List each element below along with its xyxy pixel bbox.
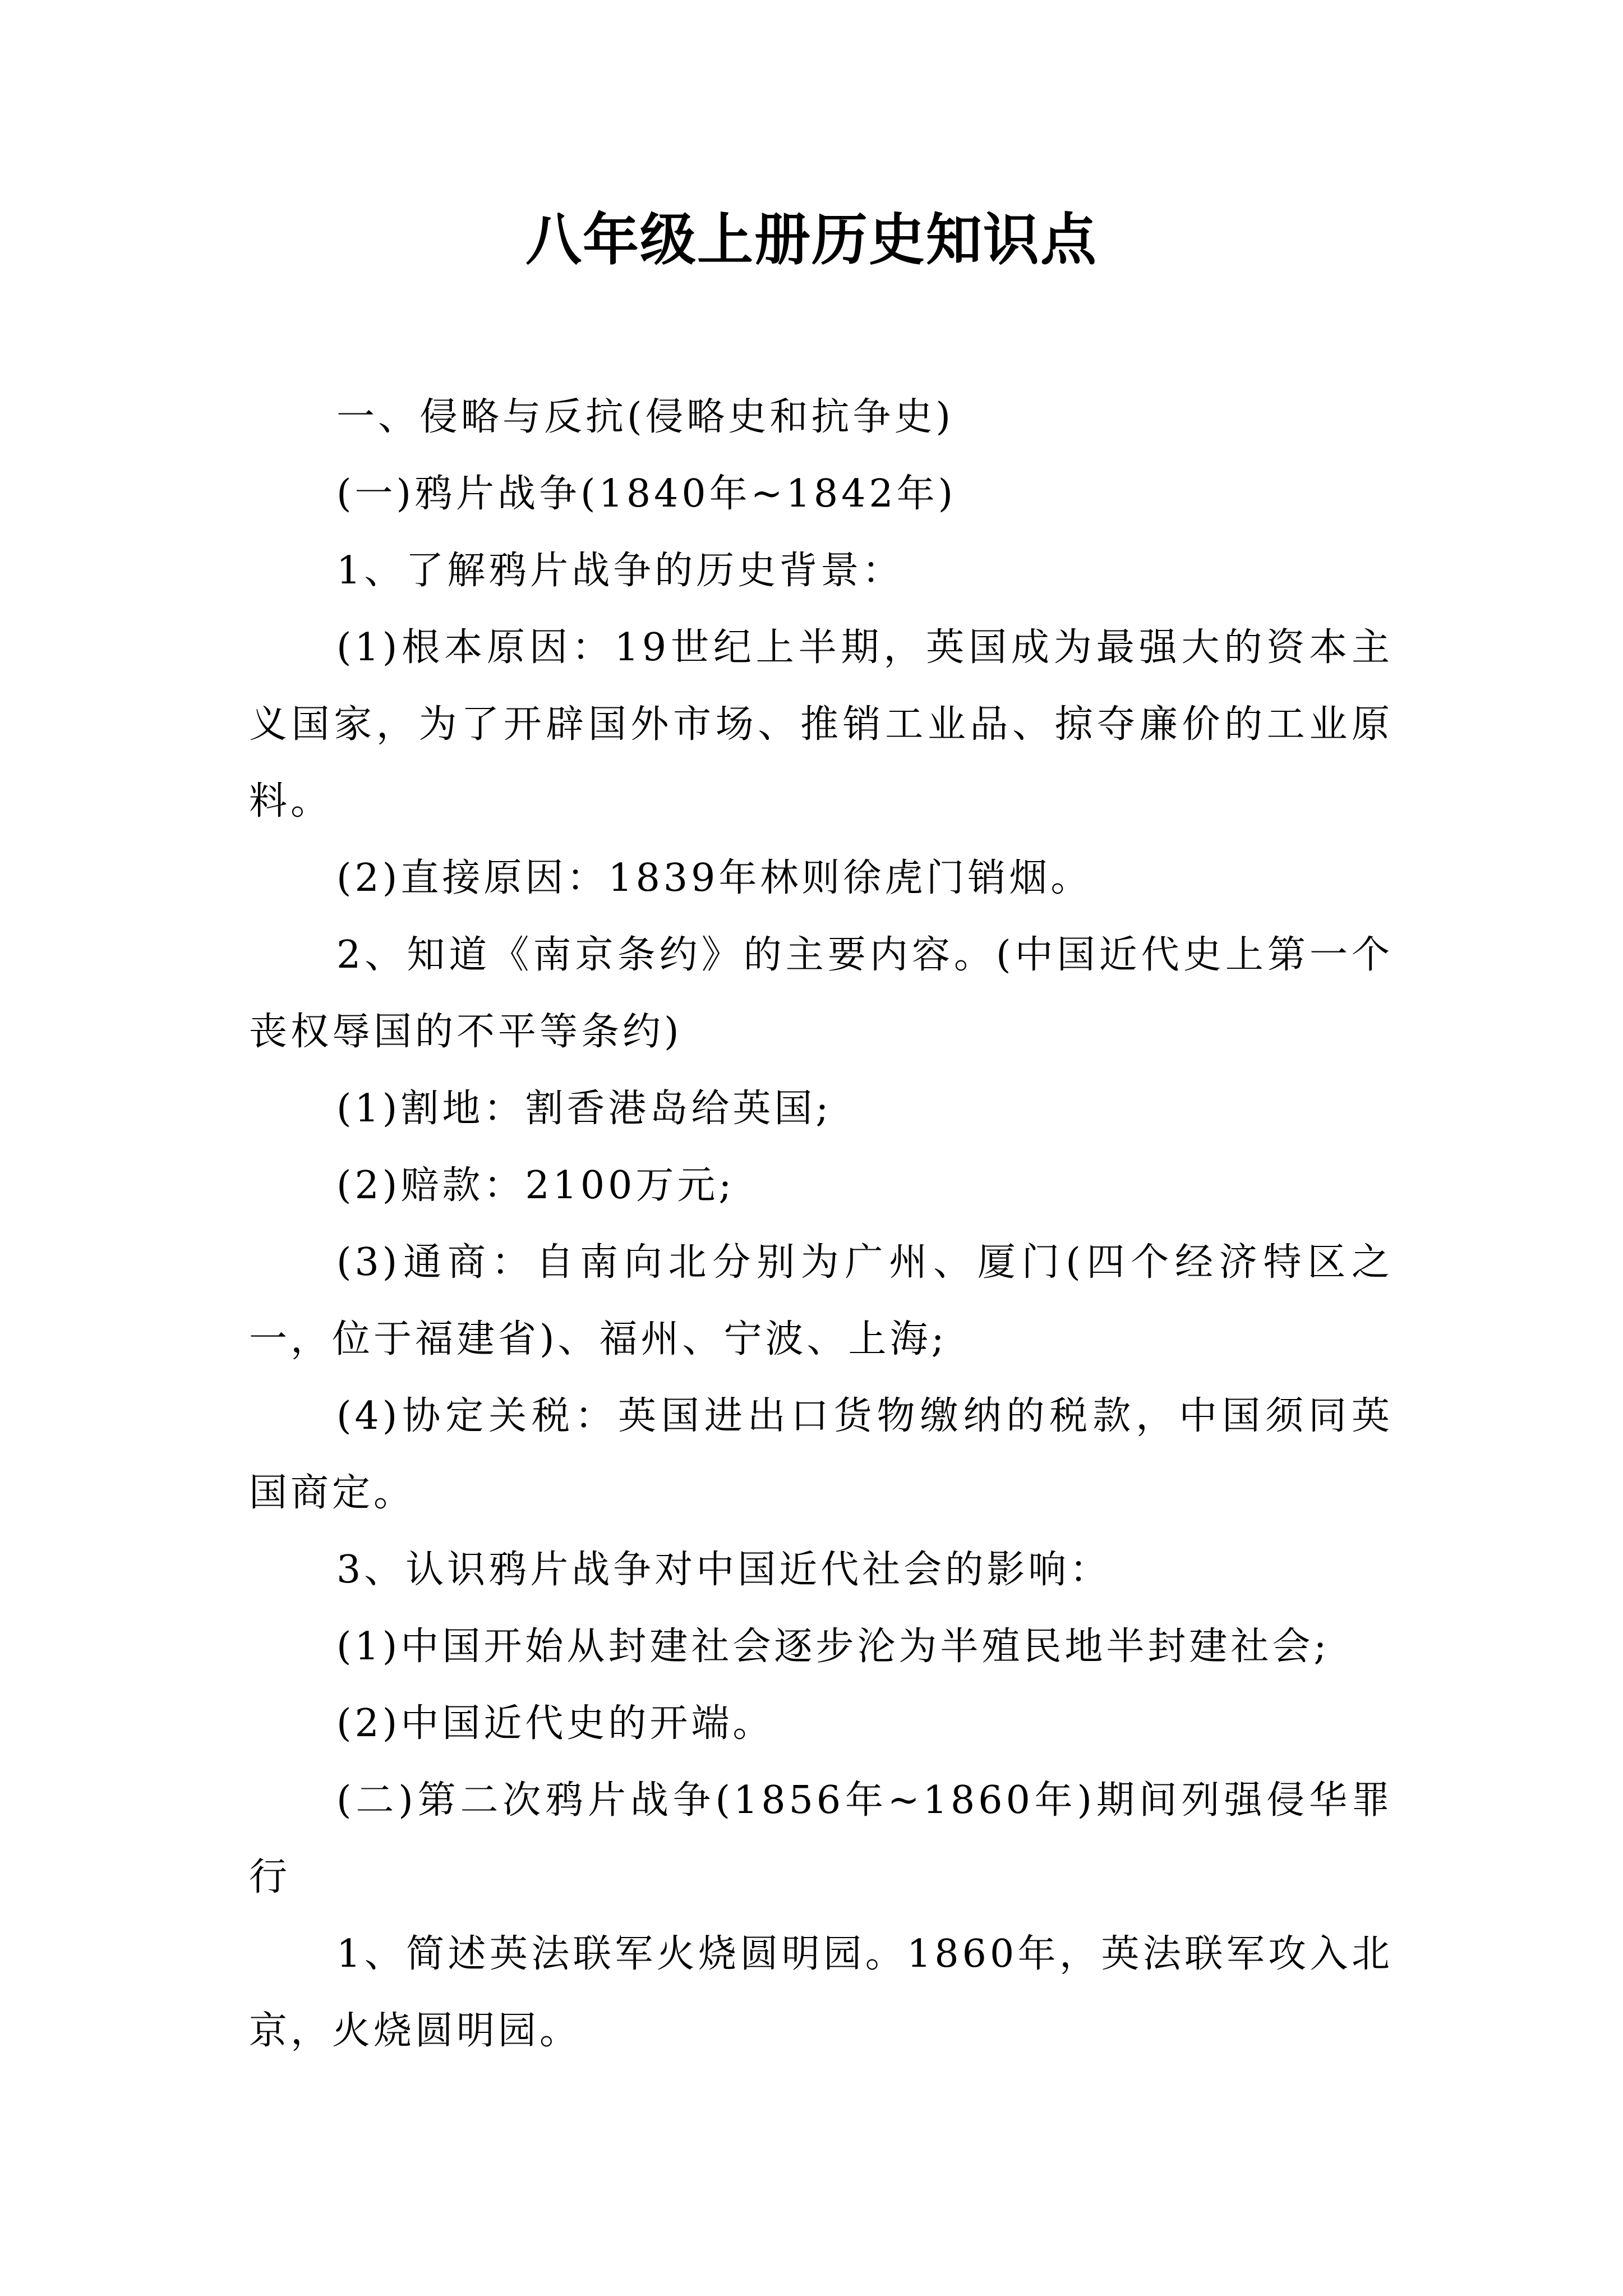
paragraph: (4)协定关税：英国进出口货物缴纳的税款，中国须同英国商定。 bbox=[249, 1394, 1393, 1515]
paragraph: (3)通商：自南向北分别为广州、厦门(四个经济特区之一，位于福建省)、福州、宁波、上海; bbox=[249, 1240, 1393, 1361]
paragraph: 1、简述英法联军火烧圆明园。1860年，英法联军攻入北京，火烧圆明园。 bbox=[249, 1932, 1393, 2053]
document-body bbox=[249, 379, 1393, 2069]
paragraph: (1)中国开始从封建社会逐步沦为半殖民地半封建社会; bbox=[336, 1625, 1330, 1669]
point-heading: 1、了解鸦片战争的历史背景： bbox=[336, 549, 904, 593]
document-title: 八年级上册历史知识点 bbox=[525, 206, 1098, 273]
point-heading: 3、认识鸦片战争对中国近代社会的影响： bbox=[336, 1548, 1112, 1592]
paragraph: (2)赔款：2100万元; bbox=[336, 1163, 735, 1208]
subsection-heading: (二)第二次鸦片战争(1856年~1860年)期间列强侵华罪行 bbox=[249, 1778, 1393, 1899]
paragraph: (1)根本原因：19世纪上半期，英国成为最强大的资本主义国家，为了开辟国外市场、推销工业品、掠夺廉价的工业原料。 bbox=[249, 625, 1393, 823]
paragraph: (1)割地：割香港岛给英国; bbox=[336, 1087, 832, 1131]
paragraph: (2)直接原因：1839年林则徐虎门销烟。 bbox=[336, 856, 1092, 900]
point-heading: 2、知道《南京条约》的主要内容。(中国近代史上第一个丧权辱国的不平等条约) bbox=[249, 933, 1393, 1054]
section-heading: 一、侵略与反抗(侵略史和抗争史) bbox=[336, 395, 955, 439]
subsection-heading: (一)鸦片战争(1840年~1842年) bbox=[336, 472, 957, 516]
paragraph: (2)中国近代史的开端。 bbox=[336, 1701, 774, 1746]
